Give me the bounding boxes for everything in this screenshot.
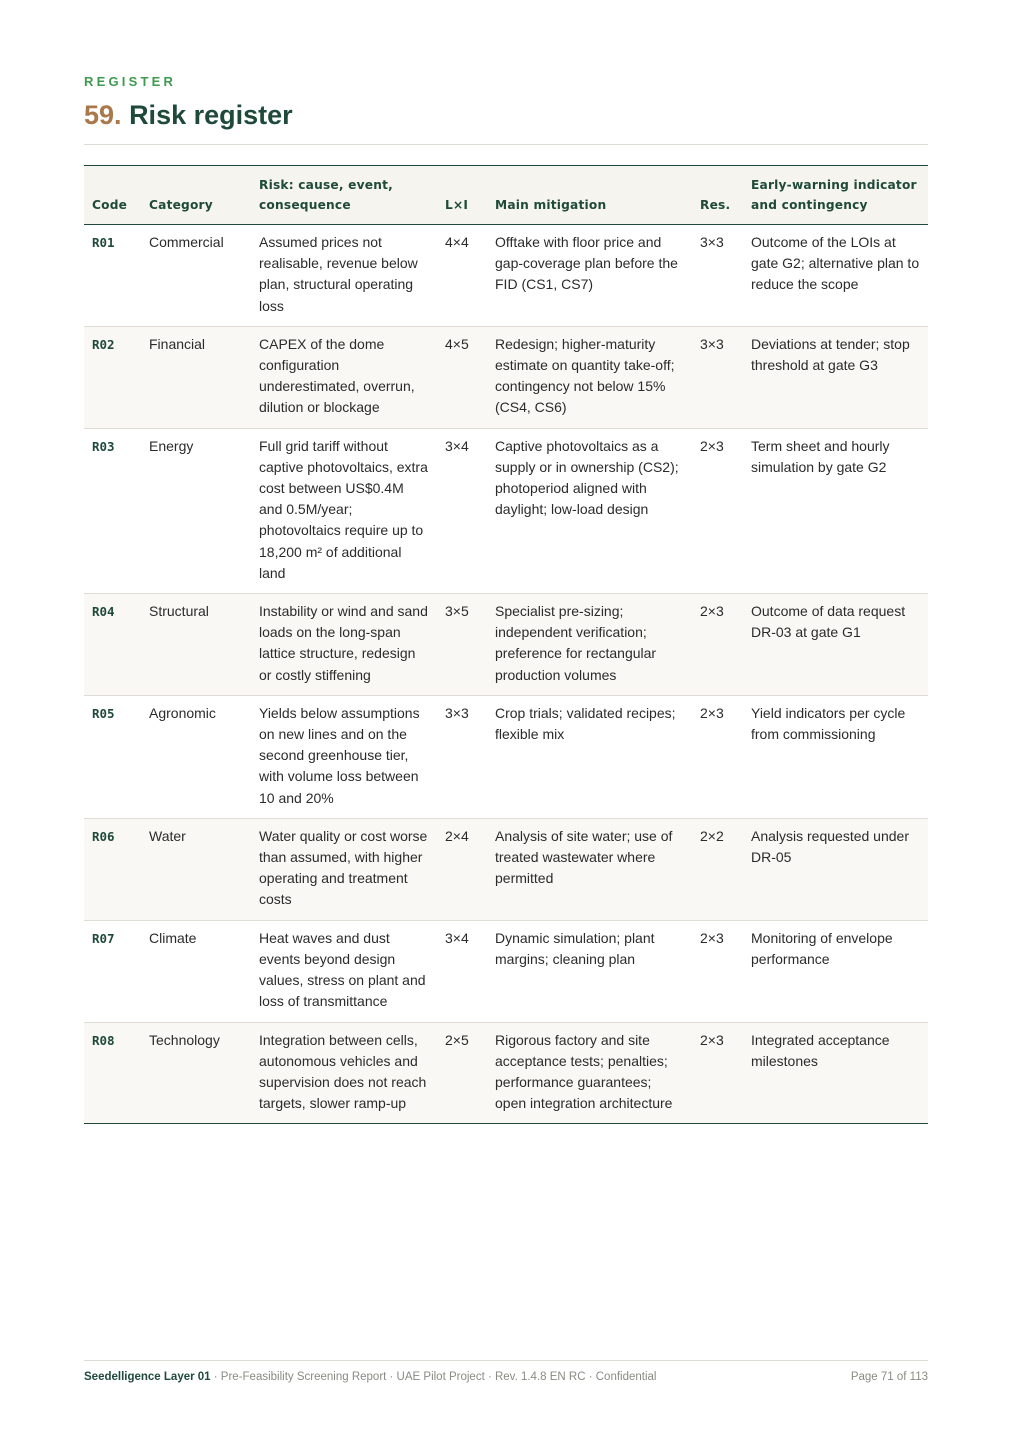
section-number: 59. — [84, 100, 122, 130]
risk-code: R05 — [84, 695, 141, 818]
risk-indicator: Outcome of data request DR-03 at gate G1 — [743, 594, 928, 696]
column-header-likelihood-impact: L×I — [437, 166, 487, 225]
risk-likelihood-impact: 2×4 — [437, 818, 487, 920]
risk-category: Financial — [141, 326, 251, 428]
page-footer — [84, 1371, 928, 1383]
table-row — [84, 818, 928, 920]
risk-code: R04 — [84, 594, 141, 696]
risk-register-table — [84, 165, 928, 1124]
risk-residual: 2×3 — [692, 695, 743, 818]
risk-mitigation: Crop trials; validated recipes; flexible mix — [487, 695, 692, 818]
footer-document-info — [84, 1371, 656, 1383]
risk-category: Structural — [141, 594, 251, 696]
risk-residual: 3×3 — [692, 225, 743, 327]
risk-likelihood-impact: 3×3 — [437, 695, 487, 818]
risk-likelihood-impact: 3×4 — [437, 920, 487, 1022]
risk-description: Water quality or cost worse than assumed, with higher operating and treatment costs — [251, 818, 437, 920]
risk-indicator: Outcome of the LOIs at gate G2; alternative plan to reduce the scope — [743, 225, 928, 327]
risk-residual: 2×2 — [692, 818, 743, 920]
table-header-row — [84, 166, 928, 225]
table-row — [84, 920, 928, 1022]
column-header-code: Code — [84, 166, 141, 225]
risk-mitigation: Dynamic simulation; plant margins; cleaning plan — [487, 920, 692, 1022]
risk-code: R08 — [84, 1022, 141, 1124]
risk-description: CAPEX of the dome configuration underestimated, overrun, dilution or blockage — [251, 326, 437, 428]
risk-category: Agronomic — [141, 695, 251, 818]
risk-indicator: Deviations at tender; stop threshold at gate G3 — [743, 326, 928, 428]
risk-mitigation: Rigorous factory and site acceptance tests; penalties; performance guarantees; open integration architecture — [487, 1022, 692, 1124]
risk-residual: 2×3 — [692, 920, 743, 1022]
risk-likelihood-impact: 3×5 — [437, 594, 487, 696]
column-header-residual: Res. — [692, 166, 743, 225]
section-label: REGISTER — [84, 74, 177, 89]
risk-description: Integration between cells, autonomous vehicles and supervision does not reach targets, slower ramp-up — [251, 1022, 437, 1124]
risk-likelihood-impact: 4×5 — [437, 326, 487, 428]
risk-category: Technology — [141, 1022, 251, 1124]
risk-indicator: Analysis requested under DR-05 — [743, 818, 928, 920]
table-row — [84, 695, 928, 818]
page-number: Page 71 of 113 — [850, 1371, 928, 1383]
risk-residual: 2×3 — [692, 1022, 743, 1124]
risk-category: Water — [141, 818, 251, 920]
risk-code: R07 — [84, 920, 141, 1022]
risk-code: R03 — [84, 428, 141, 593]
column-header-risk: Risk: cause, event, consequence — [251, 166, 437, 225]
risk-code: R02 — [84, 326, 141, 428]
risk-description: Instability or wind and sand loads on the long-span lattice structure, redesign or costly stiffening — [251, 594, 437, 696]
risk-mitigation: Analysis of site water; use of treated wastewater where permitted — [487, 818, 692, 920]
table-row — [84, 225, 928, 327]
table-row — [84, 1022, 928, 1124]
column-header-indicator: Early-warning indicator and contingency — [743, 166, 928, 225]
risk-category: Commercial — [141, 225, 251, 327]
risk-mitigation: Offtake with floor price and gap-coverage plan before the FID (CS1, CS7) — [487, 225, 692, 327]
risk-mitigation: Specialist pre-sizing; independent verification; preference for rectangular production volumes — [487, 594, 692, 696]
risk-residual: 3×3 — [692, 326, 743, 428]
risk-likelihood-impact: 2×5 — [437, 1022, 487, 1124]
risk-description: Heat waves and dust events beyond design values, stress on plant and loss of transmittance — [251, 920, 437, 1022]
page-title — [84, 100, 293, 131]
risk-indicator: Term sheet and hourly simulation by gate G2 — [743, 428, 928, 593]
risk-code: R01 — [84, 225, 141, 327]
table-row — [84, 428, 928, 593]
risk-likelihood-impact: 4×4 — [437, 225, 487, 327]
risk-category: Energy — [141, 428, 251, 593]
risk-residual: 2×3 — [692, 594, 743, 696]
risk-indicator: Monitoring of envelope performance — [743, 920, 928, 1022]
title-divider — [84, 144, 928, 145]
risk-likelihood-impact: 3×4 — [437, 428, 487, 593]
risk-description: Full grid tariff without captive photovoltaics, extra cost between US$0.4M and 0.5M/year; photovoltaics require up to 18,200 m² of additional land — [251, 428, 437, 593]
footer-divider — [84, 1360, 928, 1361]
risk-mitigation: Captive photovoltaics as a supply or in ownership (CS2); photoperiod aligned with daylight; low-load design — [487, 428, 692, 593]
risk-category: Climate — [141, 920, 251, 1022]
footer-brand: Seedelligence Layer 01 — [84, 1371, 211, 1383]
risk-code: R06 — [84, 818, 141, 920]
risk-residual: 2×3 — [692, 428, 743, 593]
risk-mitigation: Redesign; higher-maturity estimate on quantity take-off; contingency not below 15% (CS4, CS6) — [487, 326, 692, 428]
section-title: Risk register — [129, 100, 293, 130]
footer-details: · Pre-Feasibility Screening Report · UAE Pilot Project · Rev. 1.4.8 EN RC · Confidential — [210, 1371, 657, 1383]
risk-description: Assumed prices not realisable, revenue below plan, structural operating loss — [251, 225, 437, 327]
table-row — [84, 594, 928, 696]
risk-description: Yields below assumptions on new lines and on the second greenhouse tier, with volume loss between 10 and 20% — [251, 695, 437, 818]
risk-indicator: Integrated acceptance milestones — [743, 1022, 928, 1124]
table-row — [84, 326, 928, 428]
risk-indicator: Yield indicators per cycle from commissioning — [743, 695, 928, 818]
column-header-mitigation: Main mitigation — [487, 166, 692, 225]
column-header-category: Category — [141, 166, 251, 225]
